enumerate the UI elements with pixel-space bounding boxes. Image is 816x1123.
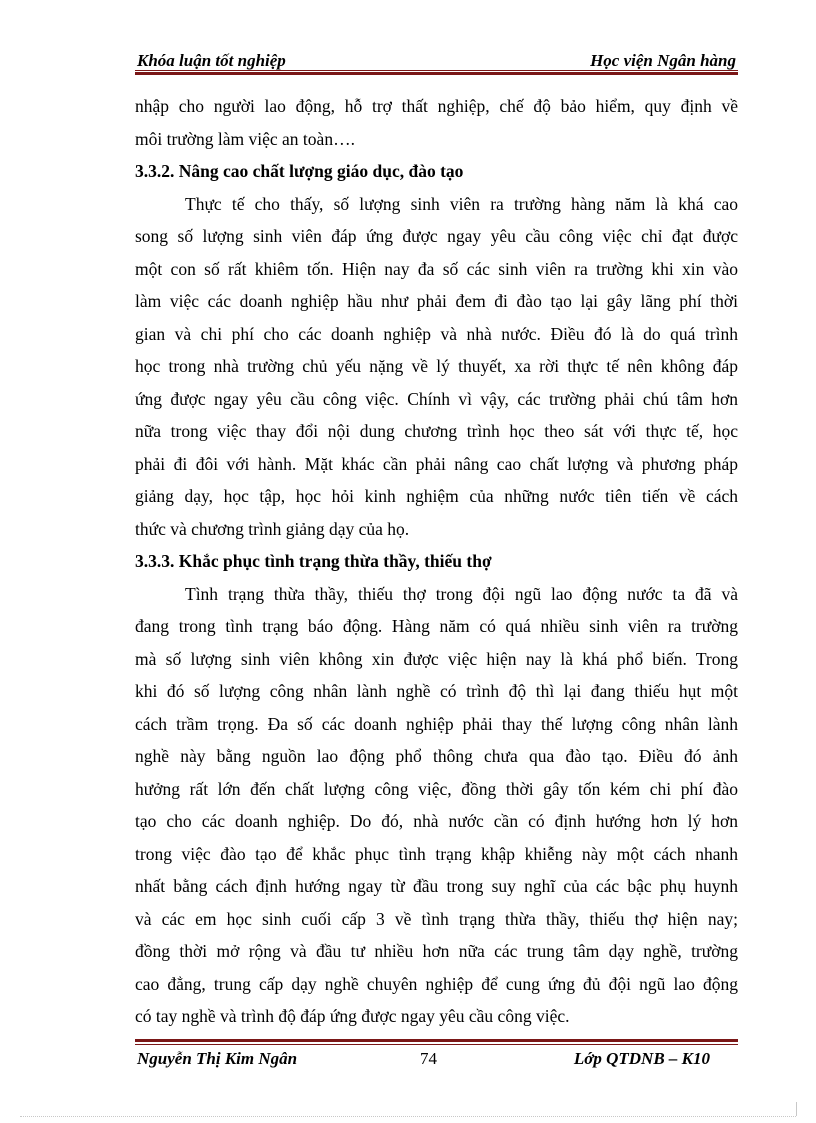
body-line: Tình trạng thừa thầy, thiếu thợ trong đội ngũ lao động nước ta đã và [185,583,738,604]
body-line: gian và chi phí cho các doanh nghiệp và nhà nước. Điều đó là do quá trình [135,323,738,344]
body-line: môi trường làm việc an toàn…. [135,128,355,149]
section-heading-332: 3.3.2. Nâng cao chất lượng giáo dục, đào tạo [135,161,464,181]
body-line: nhất bằng cách định hướng ngay từ đầu trong suy nghĩ của các bậc phụ huynh [135,876,738,896]
body-line: nữa trong việc thay đổi nội dung chương trình học theo sát với thực tế, học [135,421,738,441]
body-line: ứng được ngay yêu cầu công việc. Chính vì vậy, các trường phải chú tâm hơn [135,388,738,409]
header-rule-thin [135,70,738,71]
body-line: và các em học sinh cuối cấp 3 về tình trạng thừa thầy, thiếu thợ hiện nay; [135,908,738,929]
body-line: song số lượng sinh viên đáp ứng được ngay yêu cầu công việc chỉ đạt được [135,226,738,246]
footer-rule-thin [135,1044,738,1045]
footer-rule-thick [135,1039,738,1042]
body-line: làm việc các doanh nghiệp hầu như phải đem đi đào tạo lại gây lãng phí thời [135,291,738,311]
header-institution: Học viện Ngân hàng [590,51,736,70]
body-line: một con số rất khiêm tốn. Hiện nay đa số các sinh viên ra trường khi xin vào [135,258,738,279]
body-line: cao đẳng, trung cấp dạy nghề chuyên nghiệp để cung ứng đủ đội ngũ lao động [135,973,738,994]
header-thesis-title: Khóa luận tốt nghiệp [137,51,286,70]
body-line: khi đó số lượng công nhân lành nghề có trình độ thì lại đang thiếu hụt một [135,681,738,701]
body-line: nghề này bằng nguồn lao động phổ thông chưa qua đào tạo. Điều đó ảnh [135,746,738,766]
body-line: hưởng rất lớn đến chất lượng công việc, đồng thời gây tốn kém chi phí đào [135,778,738,799]
section-heading-333: 3.3.3. Khắc phục tình trạng thừa thầy, thiếu thợ [135,551,492,571]
page-footer [135,1039,738,1079]
body-line: cách trầm trọng. Đa số các doanh nghiệp phải thay thế lượng công nhân lành [135,713,738,734]
page-edge-dotted-line [20,1116,796,1117]
body-line: tạo cho các doanh nghiệp. Do đó, nhà nước cần có định hướng hơn lý hơn [135,811,738,831]
page-number: 74 [420,1049,437,1068]
footer-class: Lớp QTDNB – K10 [573,1049,710,1068]
page-corner-mark [796,1102,797,1116]
body-line: học trong nhà trường chủ yếu nặng về lý thuyết, xa rời thực tế nên không đáp [135,356,738,376]
footer-author: Nguyễn Thị Kim Ngân [137,1049,298,1068]
body-line: thức và chương trình giảng dạy của họ. [135,518,410,539]
page-header [135,48,738,74]
body-line: đang trong tình trạng báo động. Hàng năm có quá nhiều sinh viên ra trường [135,616,738,636]
body-line: nhập cho người lao động, hỗ trợ thất nghiệp, chế độ bảo hiểm, quy định về [135,96,738,116]
body-line: Thực tế cho thấy, số lượng sinh viên ra trường hàng năm là khá cao [185,193,738,214]
body-line: có tay nghề và trình độ đáp ứng được ngay yêu cầu công việc. [135,1006,570,1026]
body-line: trong việc đào tạo để khắc phục tình trạng khập khiễng này một cách nhanh [135,843,738,864]
body-line: giảng dạy, học tập, học hỏi kinh nghiệm của những nước tiên tiến về cách [135,486,738,506]
page-body [135,90,738,1033]
body-line: mà số lượng sinh viên không xin được việc hiện nay là khá phổ biến. Trong [135,648,738,669]
header-rule-thick [135,72,738,75]
body-line: đồng thời mở rộng và đầu tư nhiều hơn nữa các trung tâm dạy nghề, trường [135,941,738,961]
body-line: phải đi đôi với hành. Mặt khác cần phải nâng cao chất lượng và phương pháp [135,453,738,474]
